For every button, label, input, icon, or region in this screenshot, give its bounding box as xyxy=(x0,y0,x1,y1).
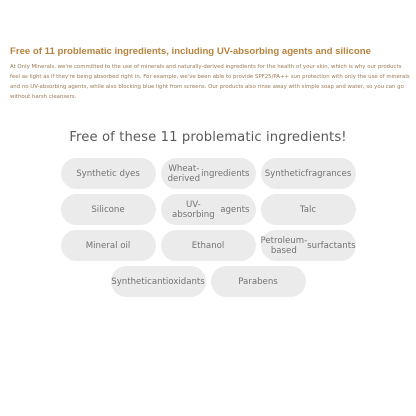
ingredient-pill-synthetic-dyes xyxy=(61,158,156,189)
ingredient-label-line-1: UV-absorbing xyxy=(171,199,215,220)
ingredient-row xyxy=(0,266,416,297)
ingredient-label-line-2: surfactants xyxy=(307,240,356,251)
intro-paragraph: At Only Minerals, we're committed to the use of minerals and naturally-derived ingredients for the health of your skin, which is why our products feel as light as if they're being absorbed right in. For example, we've been able to provide SPF25/PA++ sun protection with only the use of minerals and no UV-absorbing agents, while also blocking blue light from screens. Our products also rinse away with simple soap and water, so you can go without harsh cleansers. xyxy=(10,64,410,100)
ingredient-label-line-1: Synthetic xyxy=(111,276,152,287)
ingredient-pill-synthetic-antioxidants xyxy=(111,266,206,297)
ingredient-label: Talc xyxy=(299,204,317,215)
ingredient-pill-uv-absorbing-agents xyxy=(161,194,256,225)
ingredient-label: Mineral oil xyxy=(85,240,131,251)
ingredient-pill-ethanol xyxy=(161,230,256,261)
ingredient-label: Synthetic dyes xyxy=(76,168,140,179)
ingredient-pill-parabens xyxy=(211,266,306,297)
ingredient-label: Ethanol xyxy=(191,240,225,251)
ingredient-label-line-2: ingredients xyxy=(201,168,250,179)
ingredient-row xyxy=(0,230,416,261)
ingredient-label-line-2: antioxidants xyxy=(151,276,205,287)
ingredient-label: Silicone xyxy=(91,204,125,215)
ingredient-label-line-2: agents xyxy=(220,204,250,215)
ingredient-row xyxy=(0,194,416,225)
ingredient-label-line-1: Petroleum-based xyxy=(260,235,308,256)
ingredients-title: Free of these 11 problematic ingredients! xyxy=(69,130,347,145)
section-headline: Free of 11 problematic ingredients, including UV-absorbing agents and silicone xyxy=(10,46,371,57)
ingredient-row xyxy=(0,158,416,189)
ingredient-pill-silicone xyxy=(61,194,156,225)
ingredient-pill-synthetic-fragrances xyxy=(261,158,356,189)
ingredient-pill-mineral-oil xyxy=(61,230,156,261)
ingredient-label-line-1: Synthetic xyxy=(264,168,306,179)
ingredient-pill-talc xyxy=(261,194,356,225)
ingredient-label-line-2: fragrances xyxy=(305,168,352,179)
ingredient-pill-petroleum-based-surfactants xyxy=(261,230,356,261)
ingredient-label-line-1: Wheat-derived xyxy=(167,163,201,184)
ingredient-pill-wheat-derived-ingredients xyxy=(161,158,256,189)
ingredient-label: Parabens xyxy=(238,276,278,287)
